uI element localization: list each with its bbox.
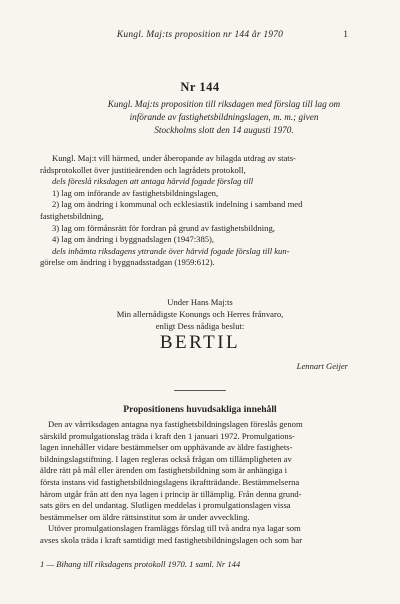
body-line: Kungl. Maj:t vill härmed, under åberopande av bilagda utdrag av stats- [52, 153, 296, 163]
proposition-number: Nr 144 [180, 80, 220, 94]
page-number: 1 [343, 30, 348, 40]
section-heading: Propositionens huvudsakliga innehåll [123, 404, 277, 415]
page-footer: 1 — Bihang till riksdagens protokoll 1970. 1 saml. Nr 144 [40, 559, 241, 569]
summary-line: avses skola träda i kraft samtidigt med fastighetsbildningslagen och som har [40, 534, 303, 545]
proposition-intro [100, 98, 348, 137]
body-line: görelse om ändring i byggnadsstadgan (1959:612). [40, 257, 215, 268]
body-line: 4) lag om ändring i byggnadslagen (1947:385), [52, 234, 215, 245]
summary-line: särskild promulgationslag träda i kraft den 1 januari 1972. Promulgations- [40, 430, 295, 441]
intro-line: Kungl. Maj:ts proposition till riksdagen med förslag till lag om [107, 99, 341, 109]
proposal-body [40, 153, 360, 269]
summary-line: härom utgår från att den nya lagen i princip är tillämplig. Från denna grund- [40, 488, 302, 499]
intro-line: införande av fastighetsbildningslagen, m. m.; given [129, 112, 319, 122]
body-line: fastighetsbildning, [40, 210, 104, 221]
body-line: 1) lag om införande av fastighetsbildningslagen, [52, 187, 219, 198]
body-line: dels föreslå riksdagen att antaga härvid fogade förslag till [52, 176, 254, 187]
summary-line: bestämmelser om äldre rättsinstitut som är under avveckling. [40, 511, 250, 522]
body-line: dels inhämta riksdagens yttrande över härvid fogade förslag till kun- [52, 245, 290, 256]
closing-line: Under Hans Maj:ts [167, 297, 233, 307]
summary-line: lagen innehåller vidare bestämmelser om upphävande av äldre fastighets- [40, 442, 293, 453]
intro-line: Stockholms slott den 14 augusti 1970. [154, 125, 294, 135]
body-line: 2) lag om ändring i kommunal och ecklesiastik indelning i samband med [52, 199, 303, 210]
body-line: rådsprotokollet över justitieärenden och lagrådets protokoll, [40, 164, 246, 175]
summary-line: äldre rätt på mål eller ärenden om fastighetsbildning som är anhängiga i [40, 465, 287, 476]
countersignature: Lennart Geijer [296, 361, 348, 371]
running-header: Kungl. Maj:ts proposition nr 144 år 1970 [116, 30, 284, 40]
body-line: 3) lag om förmånsrätt för fordran på grund av fastighetsbildning, [52, 222, 275, 233]
summary-line: första instans vid fastighetsbildningslagens ikraftträdande. Bestämmelserna [40, 476, 300, 487]
section-divider [174, 390, 226, 391]
summary-line: Utöver promulgationslagen framläggs förslag till två andra nya lagar som [48, 523, 301, 534]
closing-formula [0, 296, 400, 332]
summary-line: sats görs en del undantag. Slutligen meddelas i promulgationslagen vissa [40, 500, 291, 511]
summary-line: bildningslagstiftning. I lagen regleras också frågan om tillämpligheten av [40, 453, 292, 464]
summary-line: Den av vårriksdagen antagna nya fastighetsbildningslagen föreslås genom [48, 419, 303, 429]
closing-line: enligt Dess nådiga beslut: [155, 321, 245, 331]
signature: BERTIL [159, 332, 241, 353]
closing-line: Min allernådigste Konungs och Herres frånvaro, [116, 309, 284, 319]
summary-body [40, 419, 360, 547]
